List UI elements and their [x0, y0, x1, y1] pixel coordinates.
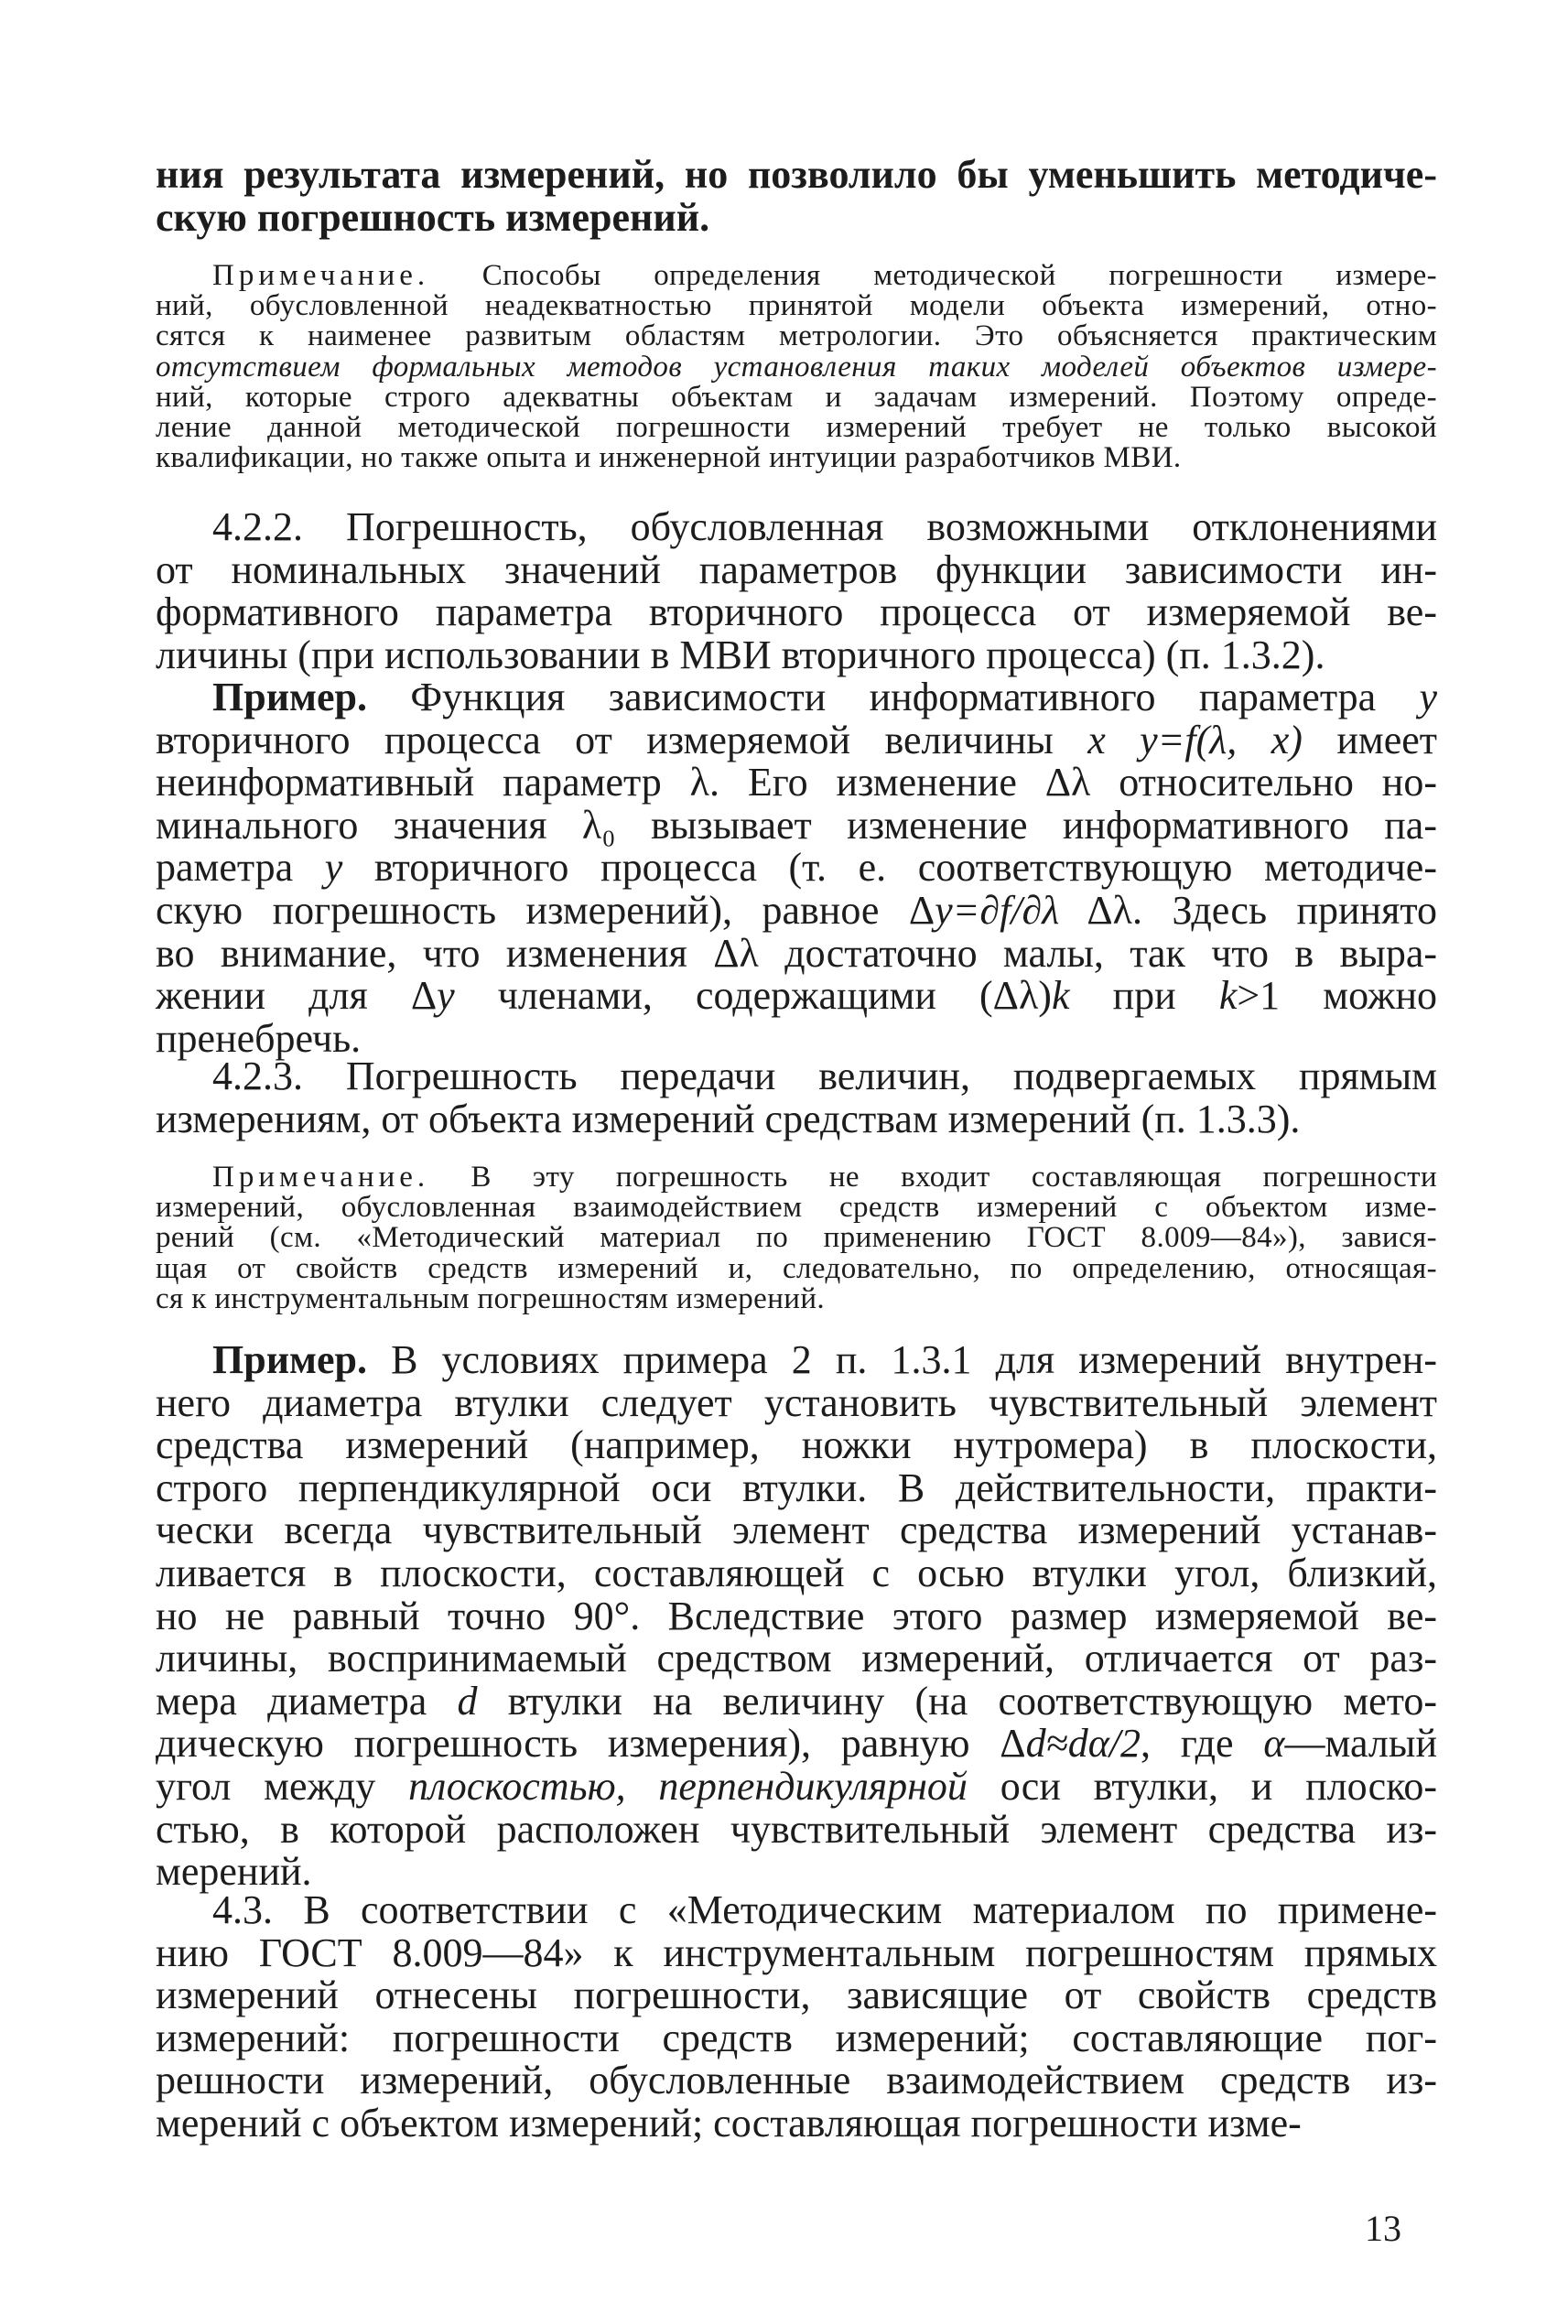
text-run: скую погрешность измерений), равное Δ	[156, 887, 935, 933]
text-run: Способы определения методической погрешности измере-	[429, 259, 1437, 292]
text-run: личины (при использовании в МВИ вторичного процесса) (п. 1.3.2).	[156, 632, 1325, 677]
italic-run: x y=f(λ, x)	[1087, 717, 1303, 762]
text-run: 4.2.3. Погрешность передачи величин, подвергаемых прямым	[212, 1054, 1437, 1098]
text-run: —малый	[1284, 1721, 1437, 1767]
text-run: вторичного процесса от измеряемой величины	[156, 717, 1088, 762]
text-run: сятся к наименее развитым областям метрологии. Это объясняется практическим	[156, 319, 1437, 353]
text-line	[156, 154, 1437, 197]
text-line	[156, 591, 1437, 634]
text-line	[156, 321, 1437, 351]
text-run: измерений: погрешности средств измерений; составляющие пог-	[156, 2015, 1437, 2060]
text-line	[156, 2017, 1437, 2060]
text-run: измерений отнесены погрешности, зависящие от свойств средств	[156, 1973, 1437, 2018]
text-run: личины, воспринимаемый средством измерений, отличается от раз-	[156, 1636, 1437, 1681]
italic-run: α	[1263, 1721, 1285, 1767]
text-line	[156, 352, 1437, 383]
paragraph-4	[156, 676, 1437, 1060]
text-run: , где	[1141, 1721, 1264, 1767]
paragraph-1	[156, 154, 1437, 239]
text-line	[156, 1055, 1437, 1098]
text-run: стью, в которой расположен чувствительный элемент средства из-	[156, 1806, 1437, 1852]
text-line	[156, 1509, 1437, 1552]
text-run: средства измерений (например, ножки нутромера) в плоскости,	[156, 1422, 1437, 1468]
text-line	[156, 1098, 1437, 1141]
text-run: В эту погрешность не входит составляющая погрешности	[429, 1161, 1437, 1194]
text-run: чески всегда чувствительный элемент средства измерений устанав-	[156, 1508, 1437, 1553]
text-run: мера диаметра	[156, 1678, 458, 1724]
text-line	[156, 847, 1437, 890]
text-run: жении для Δ	[156, 973, 438, 1019]
text-run: квалификации, но также опыта и инженерной интуиции разработчиков МВИ.	[156, 441, 1182, 475]
italic-run: k	[1051, 973, 1070, 1019]
text-line	[156, 930, 1437, 976]
paragraph-8	[156, 1889, 1437, 2146]
paragraph-7	[156, 1339, 1437, 1894]
bold-run: ния результата измерений, но позволило бы уменьшить методиче-	[156, 152, 1437, 197]
text-line	[156, 1193, 1437, 1223]
text-line	[156, 2102, 1437, 2146]
text-run: формативного параметра вторичного процесса от измеряемой ве-	[156, 589, 1437, 635]
italic-run: отсутствием формальных методов установления таких моделей объектов измере-	[156, 350, 1437, 384]
text-line	[156, 1974, 1437, 2017]
italic-run: d≈dα/2	[1025, 1721, 1141, 1767]
text-line	[156, 1552, 1437, 1595]
spaced-label: Примечание.	[212, 1161, 430, 1194]
text-line	[156, 802, 1437, 848]
text-line	[156, 1281, 1437, 1315]
text-run: но не равный точно 90°. Вследствие этого размер измеряемой ве-	[156, 1593, 1437, 1638]
text-run: 4.3. В соответствии с «Методическим материалом по примене-	[212, 1887, 1437, 1932]
text-line	[156, 1723, 1437, 1766]
text-line	[156, 413, 1437, 443]
bold-run: Пример.	[212, 675, 368, 719]
text-line	[156, 1467, 1437, 1510]
text-run: измерениям, от объекта измерений средствам измерений (п. 1.3.3).	[156, 1096, 1301, 1141]
text-run: неинформативный параметр λ. Его изменение Δλ относительно но-	[156, 760, 1437, 805]
text-run: нию ГОСТ 8.009—84» к инструментальным погрешностям прямых	[156, 1929, 1437, 1975]
text-line	[156, 291, 1437, 321]
text-run: мерений с объектом измерений; составляющая погрешности изме-	[156, 2100, 1302, 2146]
text-run: ливается в плоскости, составляющей с осью втулки угол, близкий,	[156, 1550, 1437, 1595]
text-run: ся к инструментальным погрешностям измерений.	[156, 1281, 826, 1315]
text-line	[156, 762, 1437, 805]
text-line	[156, 1678, 1437, 1724]
text-run: ний, которые строго адекватны объектам и задачам измерений. Поэтому опреде-	[156, 380, 1437, 414]
text-line	[156, 443, 1437, 473]
text-line	[156, 1339, 1437, 1382]
text-run: ний, обусловленной неадекватностью принятой модели объекта измерений, отно-	[156, 289, 1437, 323]
text-run: Δλ. Здесь принято	[1059, 887, 1437, 933]
text-line	[156, 380, 1437, 414]
text-line	[156, 1162, 1437, 1193]
text-run: В условиях примера 2 п. 1.3.1 для измерений внутрен-	[367, 1337, 1437, 1382]
italic-run: y	[437, 973, 455, 1019]
text-line	[156, 1889, 1437, 1932]
text-run: минального значения λ₀ вызывает изменение информативного па-	[156, 802, 1437, 848]
page-number: 13	[1365, 2208, 1401, 2249]
text-run: >1 можно	[1237, 973, 1437, 1019]
text-line	[156, 194, 1437, 240]
text-run: Функция зависимости информативного параметра	[367, 675, 1420, 719]
text-line	[156, 1763, 1437, 1809]
text-run: рений (см. «Методический материал по применению ГОСТ 8.009—84»), завися-	[156, 1221, 1437, 1255]
italic-run: y	[1419, 675, 1437, 719]
text-run: щая от свойств средств измерений и, следовательно, по определению, относящая-	[156, 1251, 1437, 1285]
paragraph-5	[156, 1055, 1437, 1140]
text-line	[156, 975, 1437, 1018]
text-run: угол между	[156, 1763, 409, 1809]
text-line	[156, 1929, 1437, 1975]
italic-run: k	[1218, 973, 1238, 1019]
text-line	[156, 261, 1437, 291]
bold-run: Пример.	[212, 1337, 368, 1382]
text-run: имеет	[1302, 717, 1437, 762]
text-line	[156, 546, 1437, 592]
text-line	[156, 1638, 1437, 1681]
text-run: него диаметра втулки следует установить чувствительный элемент	[156, 1379, 1437, 1425]
text-run: от номинальных значений параметров функции зависимости ин-	[156, 546, 1437, 592]
text-run: оси втулки, и плоско-	[967, 1763, 1437, 1809]
text-line	[156, 634, 1437, 677]
text-run: вторичного процесса (т. е. соответствующую методиче-	[342, 845, 1437, 891]
text-run: во внимание, что изменения Δλ достаточно малы, так что в выра-	[156, 930, 1437, 976]
text-line	[156, 1424, 1437, 1467]
text-run: ление данной методической погрешности измерений требует не только высокой	[156, 411, 1437, 445]
italic-run: y	[324, 845, 343, 891]
spaced-label: Примечание.	[212, 259, 430, 292]
bold-run: скую погрешность измерений.	[156, 194, 710, 240]
text-run: дическую погрешность измерения), равную Δ	[156, 1721, 1026, 1767]
paragraph-3	[156, 506, 1437, 676]
note-paragraph-6	[156, 1162, 1437, 1314]
text-line	[156, 1806, 1437, 1852]
italic-run: плоскостью, перпендикулярной	[408, 1763, 968, 1809]
text-line	[156, 1379, 1437, 1425]
note-paragraph-2	[156, 261, 1437, 473]
text-run: строго перпендикулярной оси втулки. В действительности, практи-	[156, 1465, 1437, 1510]
text-run: раметра	[156, 845, 325, 891]
text-run: решности измерений, обусловленные взаимодействием средств из-	[156, 2058, 1437, 2103]
text-run: 4.2.2. Погрешность, обусловленная возможными отклонениями	[212, 504, 1437, 549]
text-line	[156, 887, 1437, 933]
text-run: пренебречь.	[156, 1015, 362, 1061]
text-line	[156, 1595, 1437, 1638]
italic-run: y=∂f/∂λ	[935, 887, 1060, 933]
text-line	[156, 2059, 1437, 2102]
text-line	[156, 676, 1437, 719]
text-run: членами, содержащими (Δλ)	[454, 973, 1052, 1019]
text-line	[156, 1223, 1437, 1253]
text-run: при	[1069, 973, 1219, 1019]
text-line	[156, 506, 1437, 549]
text-line	[156, 1251, 1437, 1285]
text-line	[156, 719, 1437, 762]
italic-run: d	[457, 1678, 478, 1724]
text-run: мерений.	[156, 1849, 312, 1895]
text-run: измерений, обусловленная взаимодействием средств измерений с объектом изме-	[156, 1191, 1437, 1225]
text-run: втулки на величину (на соответствующую мето-	[477, 1678, 1437, 1724]
